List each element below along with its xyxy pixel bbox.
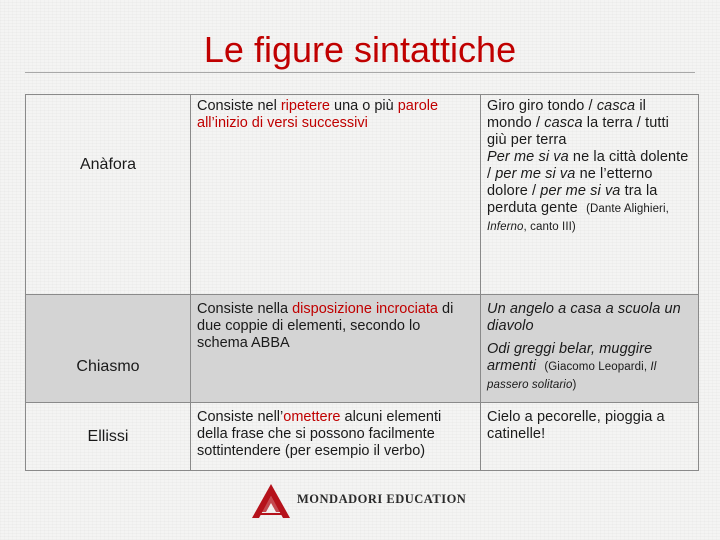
verse-emphasis: casca — [544, 115, 583, 131]
definition-text: di due coppie di elementi, secondo lo schema ABBA — [197, 301, 454, 351]
citation-text: (Giacomo Leopardi, — [544, 361, 651, 373]
verse-text: il mondo / — [487, 98, 646, 131]
definition-cell — [191, 295, 481, 403]
figure-name-cell — [26, 403, 191, 471]
example-cell — [481, 295, 699, 403]
verse-emphasis: per me si va — [540, 183, 621, 199]
citation-work: Inferno — [487, 221, 524, 233]
definition-highlight: omettere — [283, 409, 341, 425]
publisher-logo — [250, 480, 480, 520]
title-divider — [25, 72, 695, 73]
figure-name-cell — [26, 95, 191, 295]
figures-table — [25, 94, 699, 471]
definition-text: Consiste nell’ — [197, 409, 284, 425]
verse-emphasis: Per me si va — [487, 149, 569, 165]
table-row — [26, 95, 699, 295]
figure-name: Ellissi — [87, 428, 129, 445]
example-cell — [481, 95, 699, 295]
verse-text: ne l’etterno dolore / — [487, 166, 653, 199]
mondadori-rose-icon — [250, 482, 292, 520]
example-verse — [487, 149, 692, 236]
verse-emphasis: casca — [596, 98, 636, 114]
definition-text: alcuni elementi della frase che si possono facilmente sottintendere (per esempio il verbo) — [197, 409, 442, 459]
citation-text: , canto III) — [523, 221, 576, 233]
definition-highlight: disposizione incrociata — [292, 301, 438, 317]
definition-highlight: ripetere — [280, 98, 330, 114]
verse-text: Giro giro tondo / — [487, 98, 597, 114]
definition-cell — [191, 95, 481, 295]
figure-name-cell — [26, 295, 191, 403]
figure-name: Chiasmo — [76, 358, 140, 375]
definition-text: Consiste nella — [197, 301, 293, 317]
example-verse: Cielo a pecorelle, pioggia a catinelle! — [487, 409, 665, 442]
table-row — [26, 403, 699, 471]
verse-text: tra la perduta gente — [487, 183, 658, 216]
page-title: Le figure sintattiche — [203, 29, 517, 70]
definition-cell — [191, 403, 481, 471]
example-cell — [481, 403, 699, 471]
example-verse: Un angelo a casa a scuola un diavolo — [487, 301, 681, 334]
citation-work: Il passero solitario — [487, 361, 657, 391]
example-verse — [487, 341, 692, 394]
verse-text: la terra / tutti giù per terra — [487, 115, 669, 148]
verse-emphasis: per me si va — [495, 166, 576, 182]
table-row — [26, 295, 699, 403]
definition-highlight: parole all’inizio di versi successivi — [197, 98, 439, 131]
verse-text: ne la città dolente / — [487, 149, 689, 182]
definition-text: una o più — [330, 98, 398, 114]
citation-text: (Dante Alighieri, — [586, 203, 669, 215]
figure-name: Anàfora — [79, 156, 137, 173]
example-verse — [487, 98, 692, 149]
publisher-name: MONDADORI EDUCATION — [297, 492, 467, 506]
verse-emphasis: Odi greggi belar, muggire armenti — [487, 341, 653, 374]
definition-text: Consiste nel — [197, 98, 281, 114]
citation-text: ) — [572, 379, 577, 391]
